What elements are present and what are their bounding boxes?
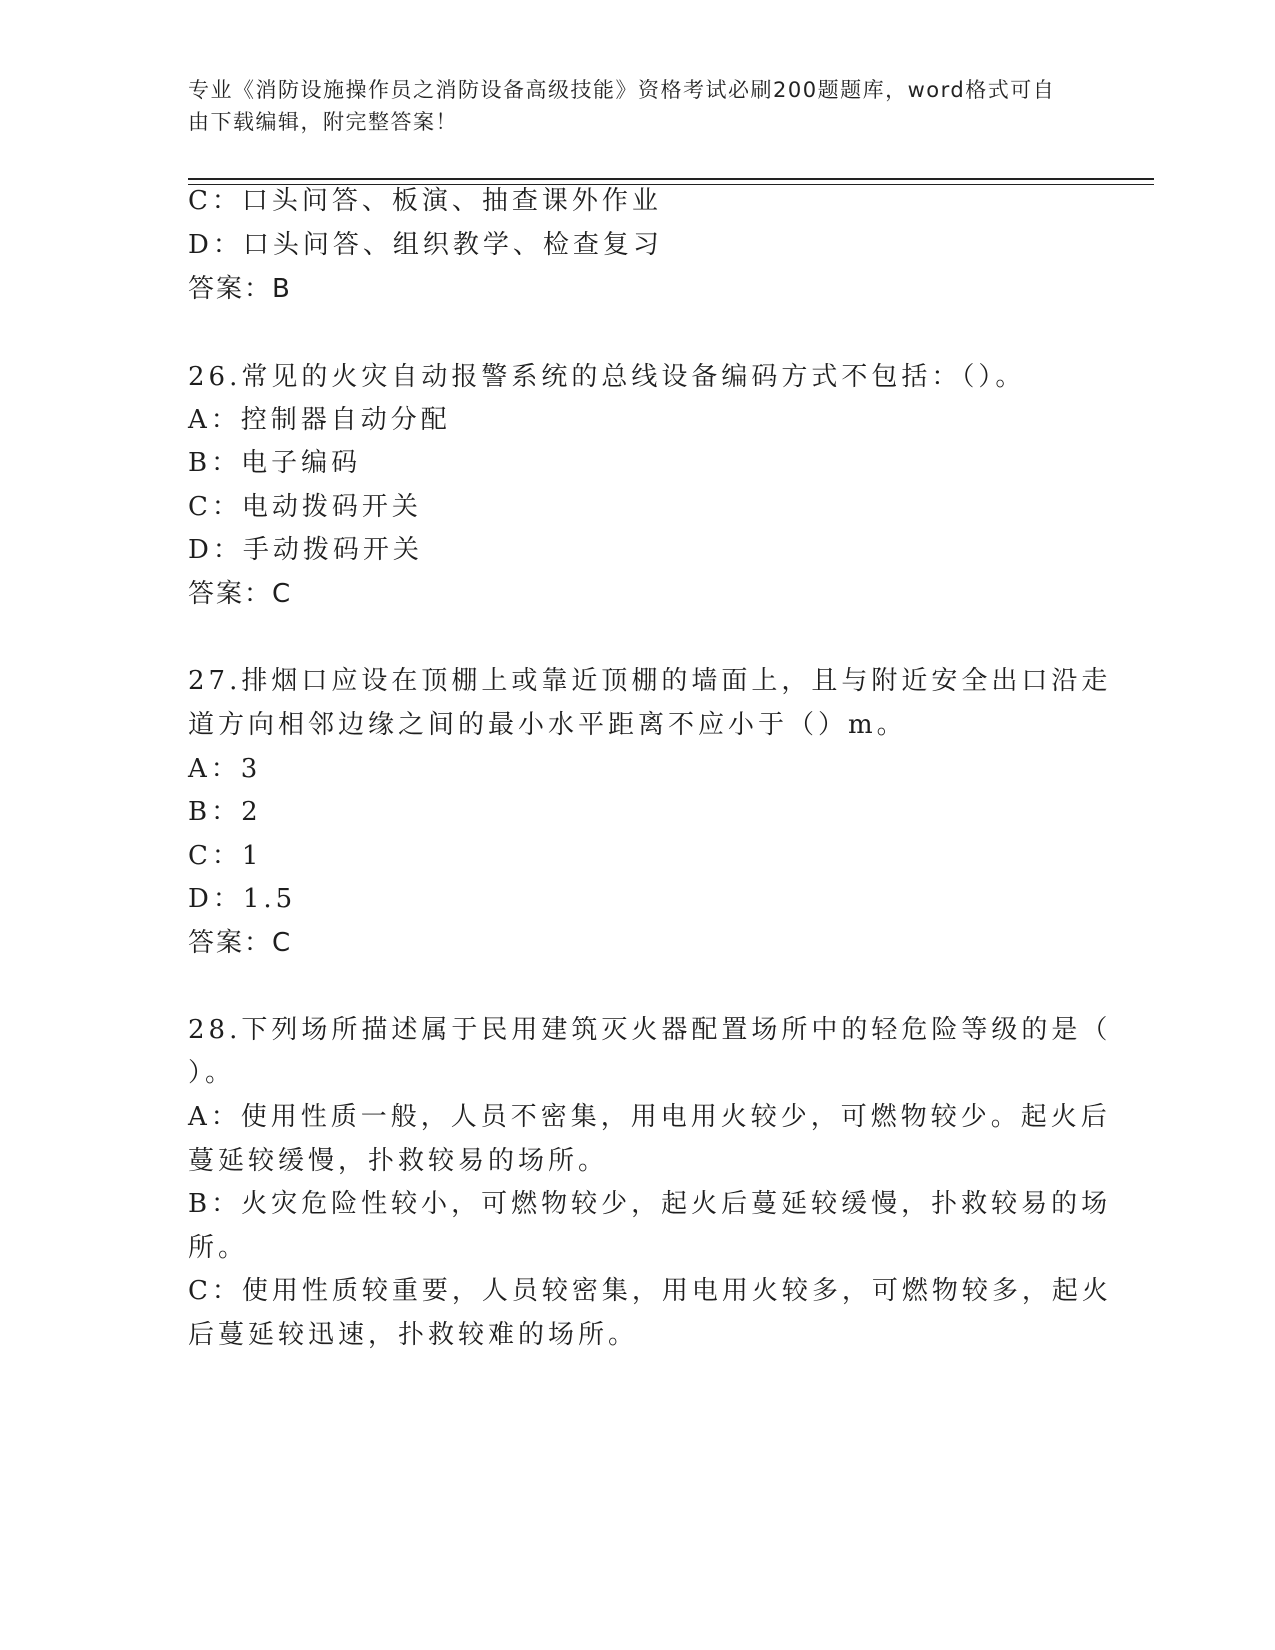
q26-option-a: A：控制器自动分配 xyxy=(188,405,451,435)
q28-stem-line2: ）。 xyxy=(188,1058,236,1088)
prev-question-option-d: D：口头问答、组织教学、检查复习 xyxy=(188,230,663,260)
q27-option-b: B：2 xyxy=(188,797,262,827)
q28-option-a-line1: A：使用性质一般，人员不密集，用电用火较少，可燃物较少。起火后 xyxy=(188,1102,1111,1132)
q27-stem-line1: 27.排烟口应设在顶棚上或靠近顶棚的墙面上，且与附近安全出口沿走 xyxy=(188,666,1112,696)
q26-answer: 答案：C xyxy=(188,579,293,609)
prev-question-answer: 答案：B xyxy=(188,274,292,304)
q28-option-c-line1: C：使用性质较重要，人员较密集，用电用火较多，可燃物较多，起火 xyxy=(188,1276,1112,1306)
q27-answer: 答案：C xyxy=(188,928,293,958)
q27-option-d: D：1.5 xyxy=(188,884,297,914)
q27-stem-line2: 道方向相邻边缘之间的最小水平距离不应小于（）m。 xyxy=(188,710,907,740)
q27-option-c: C：1 xyxy=(188,841,263,871)
q26-stem: 26.常见的火灾自动报警系统的总线设备编码方式不包括：（）。 xyxy=(188,362,1026,392)
q28-stem-line1: 28.下列场所描述属于民用建筑灭火器配置场所中的轻危险等级的是（ xyxy=(188,1015,1112,1045)
q28-option-b-line1: B：火灾危险性较小，可燃物较少，起火后蔓延较缓慢，扑救较易的场 xyxy=(188,1189,1112,1219)
document-header-title: 专业《消防设施操作员之消防设备高级技能》资格考试必刷200题题库，word格式可自由下载编辑，附完整答案！ xyxy=(188,78,1056,134)
q28-option-a-line2: 蔓延较缓慢，扑救较易的场所。 xyxy=(188,1146,609,1176)
q26-option-d: D：手动拨码开关 xyxy=(188,535,423,565)
prev-question-option-c: C：口头问答、板演、抽查课外作业 xyxy=(188,186,662,216)
q27-option-a: A：3 xyxy=(188,754,262,784)
q26-option-b: B：电子编码 xyxy=(188,448,362,478)
q28-option-c-line2: 后蔓延较迅速，扑救较难的场所。 xyxy=(188,1320,639,1350)
q26-option-c: C：电动拨码开关 xyxy=(188,492,422,522)
q28-option-b-line2: 所。 xyxy=(188,1233,249,1263)
